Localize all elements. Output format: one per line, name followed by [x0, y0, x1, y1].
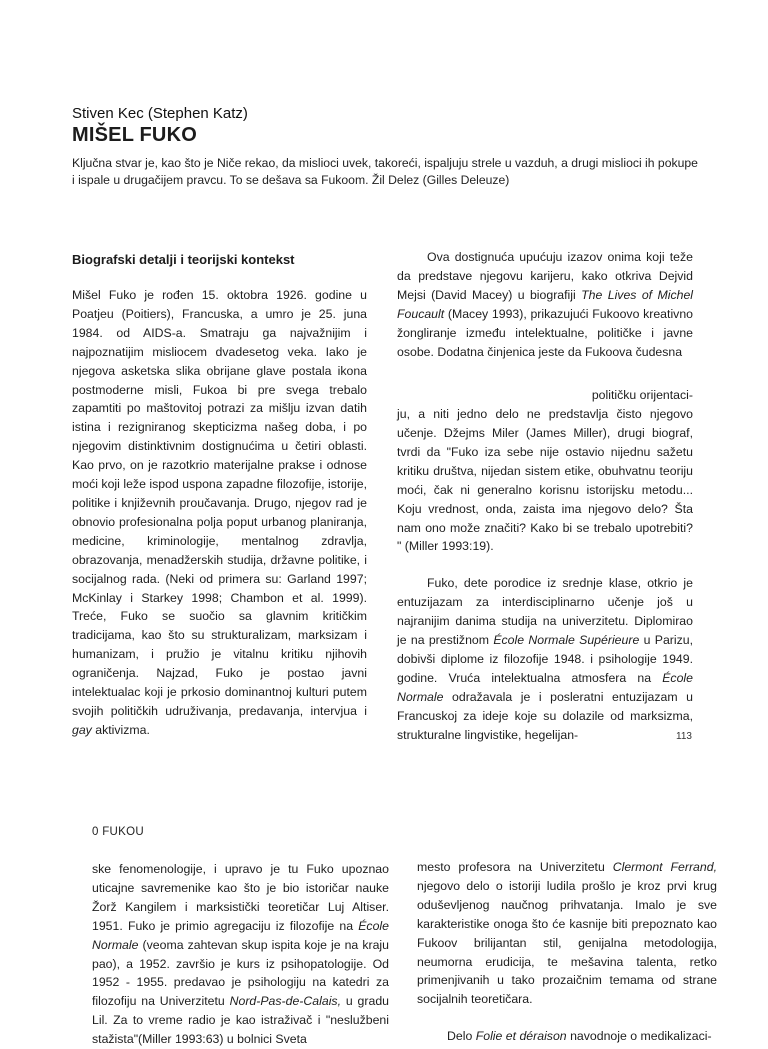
- paragraph-text: Ova dostignuća upućuju izazov onima koji teže da predstave njegovu karijeru, kako otkriva Dejvid Mejsi (David Macey) u biografiji: [397, 250, 693, 302]
- paragraph-fragment: [397, 361, 693, 405]
- paragraph-text: ju, a niti jedno delo ne predstavlja čisto njegovo učenje. Džejms Miler (James Miller), drugi biograf, tvrdi da "Fuko iza sebe nije ostavio nijednu sažetu kritiku društva, nijedan sistem etike, obuhvatnu teoriju moći, čak ni generalno korisnu istorijsku metodu... Koju vrednost, onda, zaista ima njegovo delo? Šta nam ono može značiti? Kako bi se trebalo upotrebiti? " (Miller 1993:19).: [397, 407, 693, 554]
- column-right-page1: [397, 248, 693, 745]
- paragraph: [397, 574, 693, 744]
- paragraph: [417, 858, 717, 1009]
- column-left-page1: [72, 286, 367, 740]
- paragraph: [397, 405, 693, 556]
- paragraph-text: ske fenomenologije, i upravo je tu Fuko upoznao uticajne savremenike kao što je bio istoričar nauke Žorž Kangilem i marksistički teoretičar Luj Altiser. 1951. Fuko je primio agregaciju iz filozofije na: [92, 862, 389, 933]
- column-right-page2: [417, 858, 717, 1046]
- paragraph-text: aktivizma.: [95, 722, 150, 737]
- paragraph-text: (Macey 1993), prikazujući Fukoovo kreativno žongliranje između intelektualne, političke i javne osobe. Dodatna činjenica jeste da Fukoova čudesna: [397, 306, 693, 359]
- paragraph-text: navodnoje o medikalizaci-: [570, 1029, 712, 1044]
- paragraph-text: Mišel Fuko je rođen 15. oktobra 1926. godine u Poatjeu (Poitiers), Francuska, a umro je 25. juna 1984. od AIDS-a. Smatraju ga najvažnijim i najpoznatijim misliocem dvadesetog veka. Iako je njegova asketska slika obrijane glave postala ikona postmoderne misli, Fukoa bi pre svega trebalo zapamtiti po maštovitoj potrazi za mišlju izvan datih istina i rezigniranog skepticizma našeg doba, i po njegovim distinktivnim dostignućima u četiri oblasti. Kao prvo, on je razotkrio materijalne prakse i odnose moći koji leže ispod uspona zapadne filozofije, istorije, politike i književnih proučavanja. Drugo, njegov rad je obnovio profesionalna polja poput urbanog planiranja, medicine, kriminologije, mentalnog zdravlja, obrazovanja, menadžerskih studija, državne politike, i socijalnog rada. (Neki od primera su: Garland 1997; McKinlay i Starkey 1998; Chambon et al. 1999). Treće, Fuko se suočio sa glavnim kritičkim tradicijama, kao što su strukturalizam, marksizam i humanizam, i pružio je vitalnu kritiku njihovih ograničenja. Najzad, Fuko je postao javni intelektualac koji je prkosio dominantnoj kulturi putem svojih političkih udruživanja, predavanja, intervjua i: [72, 288, 367, 718]
- paragraph-text: političku orijentaci-: [591, 388, 693, 403]
- epigraph: Ključna stvar je, kao što je Niče rekao, da mislioci uvek, takoreći, ispaljuju strele u vazduh, a drugi mislioci ih pokupe i ispale u drugačijem pravcu. To se dešava sa Fukoom. Žil Delez (Gilles Deleuze): [72, 156, 698, 187]
- paragraph-text: mesto profesora na Univerzitetu: [417, 860, 605, 874]
- paragraph-text: Fuko, dete porodice iz srednje klase, otkrio je entuzijazam za interdisciplinarno učenje još u najranijim danima studija na univerzitetu. Diplomirao je na prestižnom: [397, 576, 693, 648]
- paragraph-text: njegovo delo o istoriji ludila prošlo je kroz prvi krug oduševljenog naučnog prihvatanja. Imalo je sve karakteristike onoga što će kasnije biti prepoznato kao Fukoov brilijantan stil, genijalna metodologija, neumorna erudicija, te mešavina talenta, retko primenjivanih u tako prozaičnim temama od strane socijalnih teoretičara.: [417, 878, 717, 1007]
- paragraph-text: (veoma zahtevan skup ispita koje je na kraju pao), a 1952. završio je kurs iz psihopatologije. Od 1952 - 1955. predavao je psihologiju na katedri za filozofiju na Univerzitetu: [92, 937, 389, 1009]
- place-name: Nord-Pas-de-Calais,: [229, 994, 341, 1009]
- paragraph: [397, 248, 693, 361]
- paragraph-text: odražavala je i posleratni entuzijazam u Francuskoj za ideje koje su dolazile od marksizma, strukturalne lingvistike, hegelijan-: [397, 689, 693, 742]
- paragraph: [417, 1027, 717, 1046]
- running-head: 0 FUKOU: [92, 826, 144, 838]
- paragraph-text: Delo: [447, 1029, 473, 1044]
- institution-name: Clermont Ferrand,: [612, 860, 717, 874]
- institution-name: École Normale: [397, 670, 693, 704]
- paragraph-text: u Parizu, dobivši diplome iz filozofije 1948. i psihologije 1949. godine. Vruća intelektualna atmosfera na: [397, 633, 694, 685]
- book-title: Folie et déraison: [475, 1029, 567, 1044]
- chapter-title: MIŠEL FUKO: [72, 124, 197, 146]
- paragraph-text: u gradu Lil. Za to vreme radio je kao istraživač i "neslužbeni stažista"(Miller 1993:63) u bolnici Sveta: [92, 994, 389, 1047]
- italic-term: gay: [72, 722, 92, 737]
- institution-name: École Normale: [92, 918, 389, 952]
- author-name: Stiven Kec (Stephen Katz): [72, 105, 248, 122]
- section-heading: Biografski detalji i teorijski kontekst: [72, 252, 295, 267]
- institution-name: École Normale Supérieure: [493, 633, 640, 648]
- page-number: 113: [676, 731, 692, 742]
- paragraph: [92, 860, 389, 1049]
- column-left-page2: [92, 860, 389, 1049]
- book-title: The Lives of Michel Foucault: [397, 287, 694, 321]
- paragraph: [72, 286, 367, 740]
